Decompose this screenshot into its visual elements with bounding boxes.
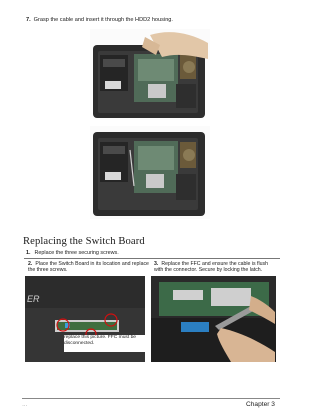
step-1 [26,250,119,256]
ffc-connector-illustration [151,276,276,362]
step-2-text: Place the Switch Board in its location and replace the three screws. [28,261,149,274]
section-title: Replacing the Switch Board [23,236,145,247]
step-7 [26,17,276,24]
step-2-number: 2. [28,261,33,267]
step-2 [28,261,152,274]
photo-insert-cable [90,29,210,120]
step-3-number: 3. [154,261,159,267]
step-3 [154,261,278,274]
laptop-bottom-illustration [90,29,210,120]
step-1-text: Replace the three securing screws. [34,250,119,256]
brand-logo: ER [27,294,40,304]
step-7-number: 7. [26,17,31,23]
step-3-text: Replace the FFC and ensure the cable is flush with the connector. Secure by locking the latch. [154,261,269,274]
photo-cable-inserted [90,126,210,219]
step-1-number: 1. [26,250,31,256]
footer-rule [22,398,280,399]
chapter-label: Chapter 3 [246,401,275,408]
photo-note: replace this picture. FFC must be disconnected. [64,335,148,352]
page-number: … [22,402,28,408]
photo-ffc-connector [151,276,276,362]
step-7-text: Grasp the cable and insert it through the HDD2 housing. [33,17,173,23]
laptop-bottom-illustration [90,126,210,219]
